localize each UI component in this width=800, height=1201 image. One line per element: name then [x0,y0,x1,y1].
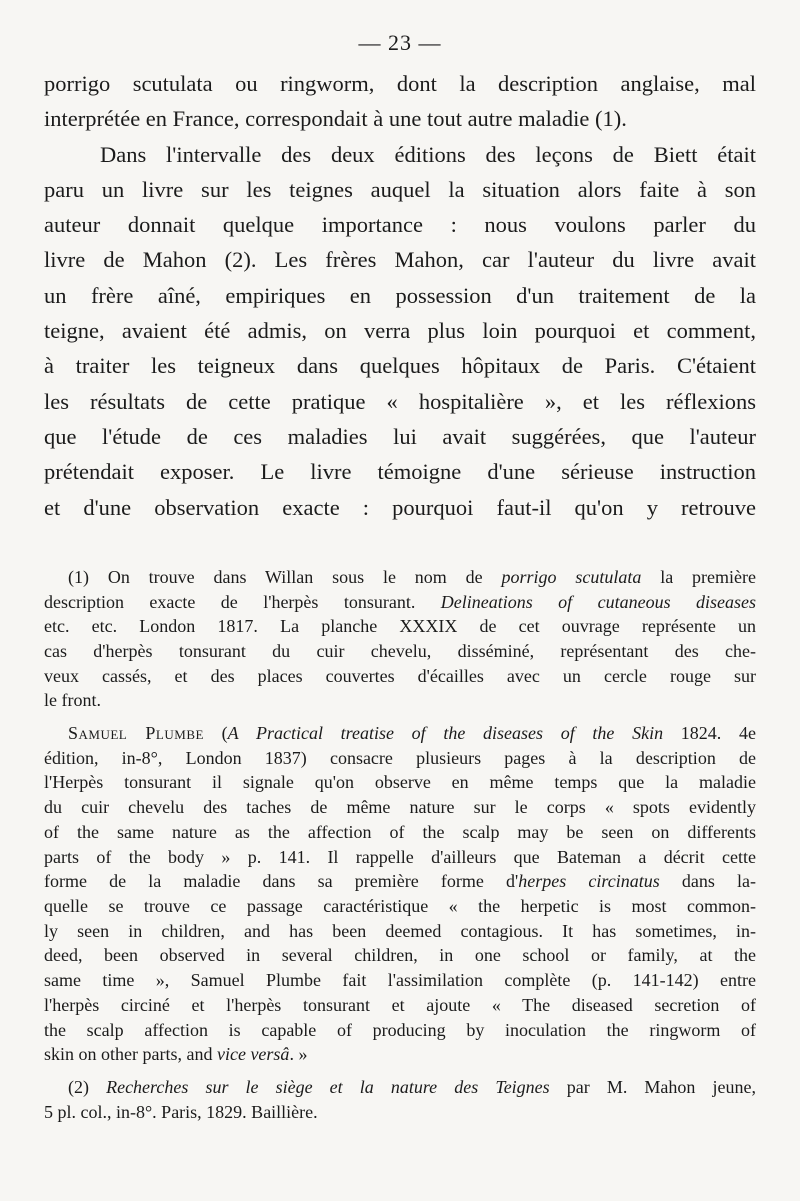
footnote-line [44,639,756,664]
footnote-1-continued [44,721,756,1067]
footnote-line [44,795,756,820]
paragraph-1 [44,66,756,137]
footnote-line [44,968,756,993]
footnote-line [44,894,756,919]
footnote-line [44,565,756,590]
text-line: porrigo scutulata ou ringworm, dont la description anglaise, mal [44,71,756,96]
footnote-line [44,993,756,1018]
text-run: skin on other parts, and [44,1044,217,1065]
text-run: quelle se trouve ce passage caractéristique « the herpetic is most common- [44,896,756,916]
text-run: la première [641,566,756,587]
footnote-line [44,590,756,615]
text-line: les résultats de cette pratique « hospitalière », et les réflexions [44,388,756,414]
paragraph-2 [44,137,756,525]
footnote-line [44,770,756,795]
footnote-line [44,1100,756,1125]
footnote-line [44,746,756,771]
text-run: same time », Samuel Plumbe fait l'assimilation complète (p. 141-142) entre [44,970,756,991]
footnote-line [44,919,756,944]
footnote-line [44,1075,756,1100]
text-line: auteur donnait quelque importance : nous voulons parler du [44,212,756,238]
text-run: description exacte de l'herpès tonsurant. [44,591,441,612]
text-run: ( [203,723,228,744]
text-run: ly seen in children, and has been deemed contagious. It has sometimes, in- [44,920,756,941]
footnote-line [44,688,756,713]
text-run: Recherches sur le siège et la nature des Teignes [106,1076,550,1097]
text-run: cas d'herpès tonsurant du cuir chevelu, disséminé, représentant des che- [44,640,756,661]
text-run: Samuel Plumbe [68,723,204,744]
footnote-1 [44,565,756,713]
text-run: (2) [68,1076,107,1097]
body-text [44,66,756,525]
text-line: prétendait exposer. Le livre témoigne d'une sérieuse instruction [44,459,756,485]
text-run: (1) On trouve dans Willan sous le nom de [68,566,502,587]
text-line: interprétée en France, correspondait à une tout autre maladie (1). [44,106,627,132]
footnote-line [44,721,756,746]
text-line: Dans l'intervalle des deux éditions des leçons de Biett était [100,141,756,167]
text-line: un frère aîné, empiriques en possession d'un traitement de la [44,282,756,308]
footnote-line [44,614,756,639]
footnotes [44,565,756,1124]
page-number: — 23 — [358,30,442,55]
footnote-line [44,943,756,968]
text-run: veux cassés, et des places couvertes d'écailles avec un cercle rouge sur [44,665,756,686]
footnote-line [44,1018,756,1043]
text-run: forme de la maladie dans sa première forme d' [44,871,519,892]
text-line: à traiter les teigneux dans quelques hôpitaux de Paris. C'étaient [44,353,756,379]
text-line: livre de Mahon (2). Les frères Mahon, car l'auteur du livre avait [44,247,756,273]
text-run: le front. [44,690,101,711]
footnote-2 [44,1075,756,1124]
text-run: du cuir chevelu des taches de même nature sur le corps « spots evidently [44,797,756,818]
text-line: paru un livre sur les teignes auquel la situation alors faite à son [44,176,756,202]
footnote-line [44,664,756,689]
text-run: parts of the body » p. 141. Il rappelle d'ailleurs que Bateman a décrit cette [44,846,756,867]
text-run: of the same nature as the affection of the scalp may be seen on differents [44,821,756,842]
footnote-line [44,845,756,870]
text-run: dans la- [659,871,757,892]
text-run: etc. etc. London 1817. La planche XXXIX de cet ouvrage représente un [44,616,756,637]
text-run: porrigo scutulata [501,566,642,587]
document-page [44,28,756,1132]
text-run: Delineations of cutaneous diseases [440,591,757,612]
text-run: l'herpès circiné et l'herpès tonsurant et ajoute « The diseased secretion of [44,994,756,1015]
footnote-line [44,869,756,894]
text-run: 5 pl. col., in-8°. Paris, 1829. Baillière. [44,1101,318,1122]
text-run: édition, in-8°, London 1837) consacre plusieurs pages à la description de [44,747,756,768]
footnote-line [44,1042,756,1067]
text-line: teigne, avaient été admis, on verra plus loin pourquoi et comment, [44,318,756,344]
text-run: l'Herpès tonsurant il signale qu'on observe en même temps que la maladie [44,772,756,793]
text-line: et d'une observation exacte : pourquoi faut-il qu'on y retrouve [44,494,756,520]
text-run: par M. Mahon jeune, [549,1076,756,1097]
text-run: herpes circinatus [518,871,660,892]
text-run: vice versâ [216,1044,290,1065]
text-run: A Practical treatise of the diseases of the Skin [227,723,664,744]
text-line: que l'étude de ces maladies lui avait suggérées, que l'auteur [44,423,756,449]
text-run: deed, been observed in several children, in one school or family, at the [44,945,756,966]
text-run: 1824. 4e [663,723,756,744]
text-run: . » [289,1044,308,1065]
text-run: the scalp affection is capable of producing by inoculation the ringworm of [44,1019,756,1040]
footnote-line [44,820,756,845]
